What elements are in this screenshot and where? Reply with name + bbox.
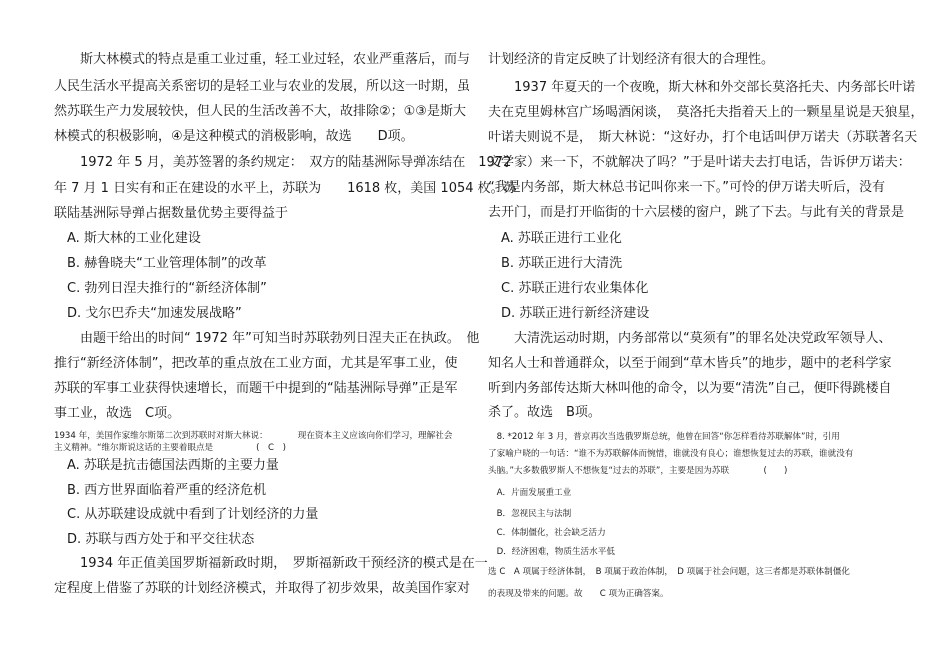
explanation-line: 听到内务部传达斯大林叫他的命令，以为要“清洗”自己，便吓得跳楼自 <box>488 381 892 396</box>
text-line: 林模式的积极影响，④是这种模式的消极影响，故选 D项。 <box>54 129 414 144</box>
question-stem: 8. *2012 年 3 月，普京再次当选俄罗斯总统，他曾在回答“你怎样看待苏联解体”时，引用 <box>488 432 840 442</box>
explanation-line: 选 C A 项属于经济体制， B 项属于政治体制， D 项属于社会问题，这三者都是苏联体制僵化 <box>488 567 850 577</box>
question-stem: 1937 年夏天的一个夜晚，斯大林和外交部长莫洛托夫、内务部长叶诺 <box>488 80 916 95</box>
option-d: D. 苏联与西方处于和平交往状态 <box>54 532 255 547</box>
explanation-line: 的表现及带来的问题。故 C 项为正确答案。 <box>488 589 669 599</box>
option-d: D. 苏联正进行新经济建设 <box>488 306 650 321</box>
explanation-line: 计划经济的肯定反映了计划经济有很大的合理性。 <box>488 52 775 67</box>
question-stem: 1934 年，美国作家维尔斯第二次到苏联时对斯大林说： 现在资本主义应该向你们学习，理解社会 <box>54 431 453 441</box>
option-c: C. 从苏联建设成就中看到了计划经济的力量 <box>54 507 319 522</box>
question-stem: 了家喻户晓的一句话：“谁不为苏联解体而惋惜，谁就没有良心；谁想恢复过去的苏联，谁就没有 <box>488 449 854 459</box>
question-stem: 去开门，而是打开临街的十六层楼的窗户，跳了下去。与此有关的背景是 <box>488 205 905 220</box>
text-line: 然苏联生产力发展较快，但人民的生活改善不大，故排除②；①③是斯大 <box>54 104 466 119</box>
question-stem: 主义精神。“维尔斯说这话的主要着眼点是 ( C ) <box>54 443 287 453</box>
question-stem: 年 7 月 1 日实有和正在建设的水平上，苏联为 1618 枚，美国 1054 枚。苏 <box>54 181 517 196</box>
explanation-line: 1934 年正值美国罗斯福新政时期， 罗斯福新政干预经济的模式是在一 <box>54 556 488 571</box>
option-b: B．忽视民主与法制 <box>488 509 572 519</box>
option-b: B. 西方世界面临着严重的经济危机 <box>54 483 267 498</box>
question-stem: 夫在克里姆林宫广场喝酒闲谈， 莫洛托夫指着天上的一颗星星说是天狼星， <box>488 105 924 120</box>
option-c: C. 勃列日涅夫推行的“新经济体制” <box>54 281 267 296</box>
question-stem: 叶诺夫则说不是， 斯大林说：“这好办，打个电话叫伊万诺夫（苏联著名天 <box>488 130 918 145</box>
option-d: D. 戈尔巴乔夫“加速发展战略” <box>54 306 242 321</box>
option-c: C. 苏联正进行农业集体化 <box>488 281 649 296</box>
option-a: A. 苏联是抗击德国法西斯的主要力量 <box>54 458 279 473</box>
option-b: B. 赫鲁晓夫“工业管理体制”的改革 <box>54 256 267 271</box>
explanation-line: 由题干给出的时间“ 1972 年”可知当时苏联勃列日涅夫正在执政。 他 <box>54 331 480 346</box>
explanation-line: 事工业，故选 C项。 <box>54 406 181 421</box>
question-stem: 联陆基洲际导弹占据数量优势主要得益于 <box>54 206 289 221</box>
option-a: A. 斯大林的工业化建设 <box>54 231 201 246</box>
option-c: C．体制僵化，社会缺乏活力 <box>488 528 606 538</box>
explanation-line: 大清洗运动时期，内务部常以“莫须有”的罪名处决党政军领导人、 <box>488 331 892 346</box>
text-line: 人民生活水平提高关系密切的是轻工业与农业的发展，所以这一时期，虽 <box>54 79 471 94</box>
explanation-line: 苏联的军事工业获得快速增长，而题干中提到的“陆基洲际导弹”正是军 <box>54 381 458 396</box>
question-stem: 头脑。”大多数俄罗斯人不想恢复“过去的苏联”，主要是因为苏联 ( ) <box>488 466 788 476</box>
question-stem: “我是内务部，斯大林总书记叫你来一下。”可怜的伊万诺夫听后，没有 <box>488 180 885 195</box>
option-a: A. 苏联正进行工业化 <box>488 231 622 246</box>
explanation-line: 定程度上借鉴了苏联的计划经济模式，并取得了初步效果，故美国作家对 <box>54 581 471 596</box>
option-b: B. 苏联正进行大清洗 <box>488 256 623 271</box>
option-d: D．经济困难，物质生活水平低 <box>488 547 615 557</box>
explanation-line: 知名人士和普通群众，以至于闹到“草木皆兵”的地步，题中的老科学家 <box>488 356 892 371</box>
explanation-line: 推行“新经济体制”，把改革的重点放在工业方面，尤其是军事工业，使 <box>54 356 458 371</box>
question-stem: 文学家）来一下，不就解决了吗？”于是叶诺夫去打电话，告诉伊万诺夫： <box>488 155 911 170</box>
explanation-line: 杀了。故选 B项。 <box>488 405 601 420</box>
text-line: 斯大林模式的特点是重工业过重，轻工业过轻，农业严重落后，而与 <box>54 52 471 67</box>
question-stem: 1972 年 5 月，美苏签署的条约规定： 双方的陆基洲际导弹冻结在 1972 <box>54 155 512 170</box>
option-a: A．片面发展重工业 <box>488 488 572 498</box>
